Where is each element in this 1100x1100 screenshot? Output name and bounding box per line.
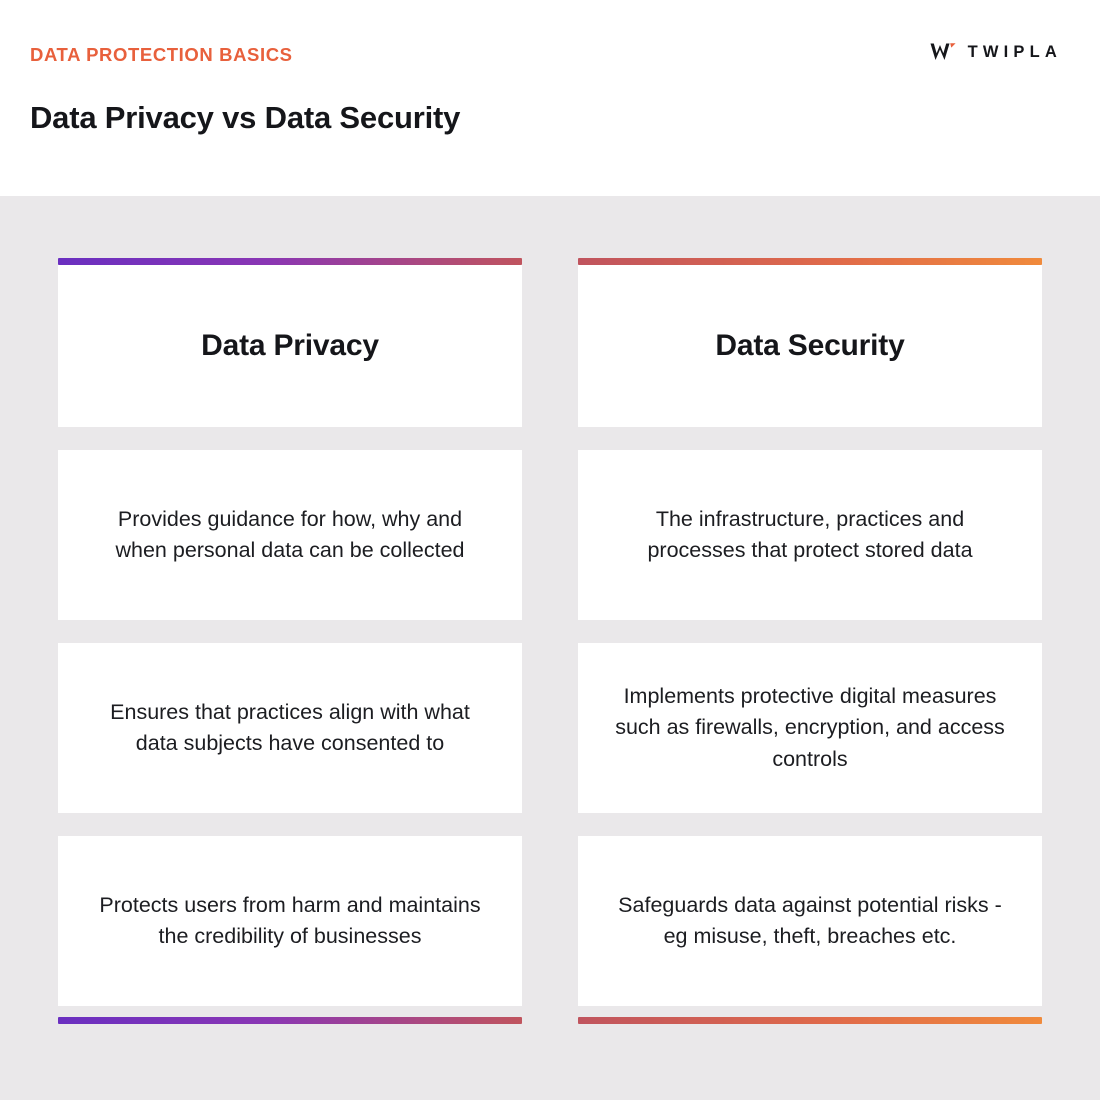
column-heading: Data Privacy bbox=[201, 329, 379, 362]
brand-lockup bbox=[930, 42, 1062, 62]
privacy-point-3 bbox=[58, 836, 522, 1006]
point-text: Ensures that practices align with what data subjects have consented to bbox=[110, 699, 470, 755]
column-data-privacy bbox=[58, 258, 522, 1024]
security-point-3 bbox=[578, 836, 1042, 1006]
security-point-2 bbox=[578, 643, 1042, 813]
eyebrow-label: DATA PROTECTION BASICS bbox=[30, 44, 293, 65]
column-data-security bbox=[578, 258, 1042, 1024]
column-top-rule bbox=[578, 258, 1042, 265]
column-heading-card bbox=[578, 265, 1042, 427]
column-bottom-rule bbox=[578, 1017, 1042, 1024]
point-text: Implements protective digital measures such as firewalls, encryption, and access controls bbox=[615, 684, 1005, 771]
point-text: Provides guidance for how, why and when personal data can be collected bbox=[115, 506, 465, 562]
header bbox=[0, 0, 1100, 196]
point-text: Protects users from harm and maintains the credibility of businesses bbox=[99, 892, 481, 948]
privacy-point-2 bbox=[58, 643, 522, 813]
privacy-point-1 bbox=[58, 450, 522, 620]
point-text: Safeguards data against potential risks - eg misuse, theft, breaches etc. bbox=[618, 892, 1002, 948]
comparison-panel bbox=[0, 196, 1100, 1100]
column-heading-card bbox=[58, 265, 522, 427]
twipla-w-logo-icon bbox=[930, 42, 956, 62]
comparison-columns bbox=[58, 258, 1042, 1024]
column-top-rule bbox=[58, 258, 522, 265]
column-bottom-rule bbox=[58, 1017, 522, 1024]
point-text: The infrastructure, practices and processes that protect stored data bbox=[647, 506, 973, 562]
security-point-1 bbox=[578, 450, 1042, 620]
page-title: Data Privacy vs Data Security bbox=[30, 100, 461, 135]
brand-name: TWIPLA bbox=[967, 42, 1062, 61]
column-heading: Data Security bbox=[715, 329, 905, 362]
